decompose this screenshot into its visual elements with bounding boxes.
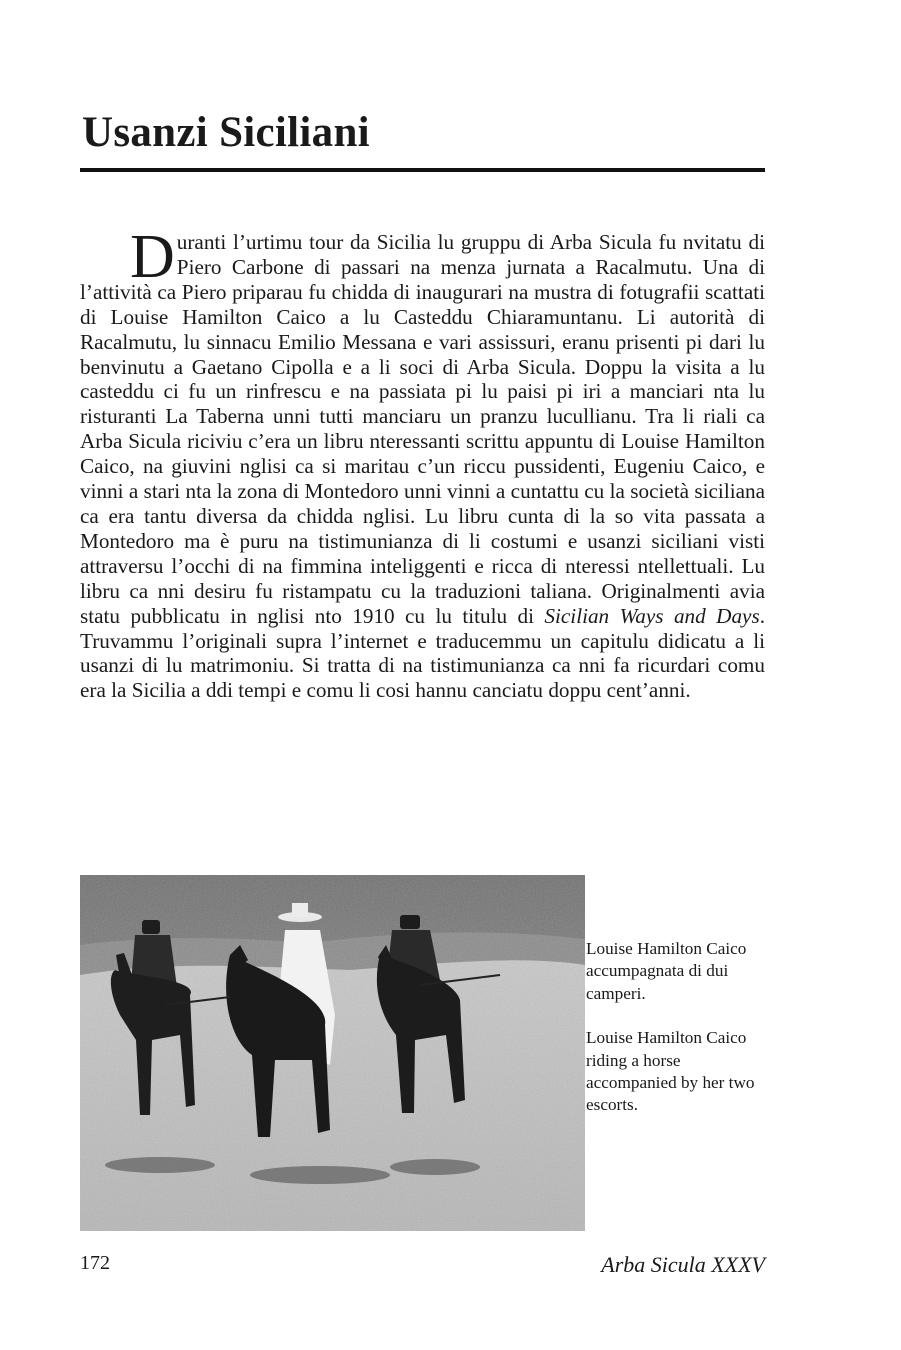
caption-english: Louise Hamilton Caico riding a horse accompanied by her two escorts. [586,1028,755,1115]
title-rule [80,168,765,172]
article-text-start: uranti l’urtimu tour da Sicilia lu gruppu di Arba Sicula fu nvitatu di Piero Carbone di passari na menza jurnata a Racalmutu. Una di l’attività ca Piero priparau fu chidda di inaugurari na mustra di fotugrafii scattati di Louise Hamilton Caico a lu Casteddu Chiaramuntanu. Li autorità di Racalmutu, lu sinnacu Emilio Messana e vari assissuri, eranu prisenti pi dari lu benvinutu a Gaetano Cipolla e a li soci di Arba Sicula. Doppu la visita a lu casteddu ci fu un rinfrescu e na passiata pi lu paisi pi iri a manciari nta lu risturanti La Taberna unni tutti manciaru un pranzu lucullianu. Tra li riali ca Arba Sicula riciviu c’era un libru nteressanti scrittu appuntu di Louise Hamilton Caico, na giuvini nglisi ca si maritau c’un riccu pussidenti, Eugeniu Caico, e vinni a stari nta la zona di Montedoro unni vinni a cuntattu cu la società siciliana ca era tantu diversa da chidda nglisi. Lu libru cunta di la so vita passata a Montedoro ma è puru na tistimunianza di li costumi e usanzi siciliani visti attraversu l’occhi di na fimmina inteliggenti e ricca di nteressi ntellettuali. Lu libru ca nni desiru fu ristampatu cu la traduzioni taliana. Originalmenti avia statu pubblicatu in nglisi nto 1910 cu lu titulu di [80,230,765,628]
article-text-end: . Truvammu l’originali supra l’internet e traducemmu un capitulu didicatu a li usanzi di lu matrimoniu. Si tratta di na tistimunianza ca nni fa ricurdari comu era la Sicilia a ddi tempi e comu li cosi hannu canciatu doppu cent’anni. [80,603,765,703]
photo-caption [586,938,771,1139]
article-body [80,223,765,703]
running-title: Arba Sicula XXXV [601,1252,765,1277]
book-title: Sicilian Ways and Days [544,603,760,628]
page-title: Usanzi Siciliani [82,109,370,156]
caption-italian: Louise Hamilton Caico accumpagnata di dui camperi. [586,939,747,1003]
page-number: 172 [80,1252,110,1274]
drop-cap: D [130,223,175,291]
photo-riders [80,875,585,1231]
